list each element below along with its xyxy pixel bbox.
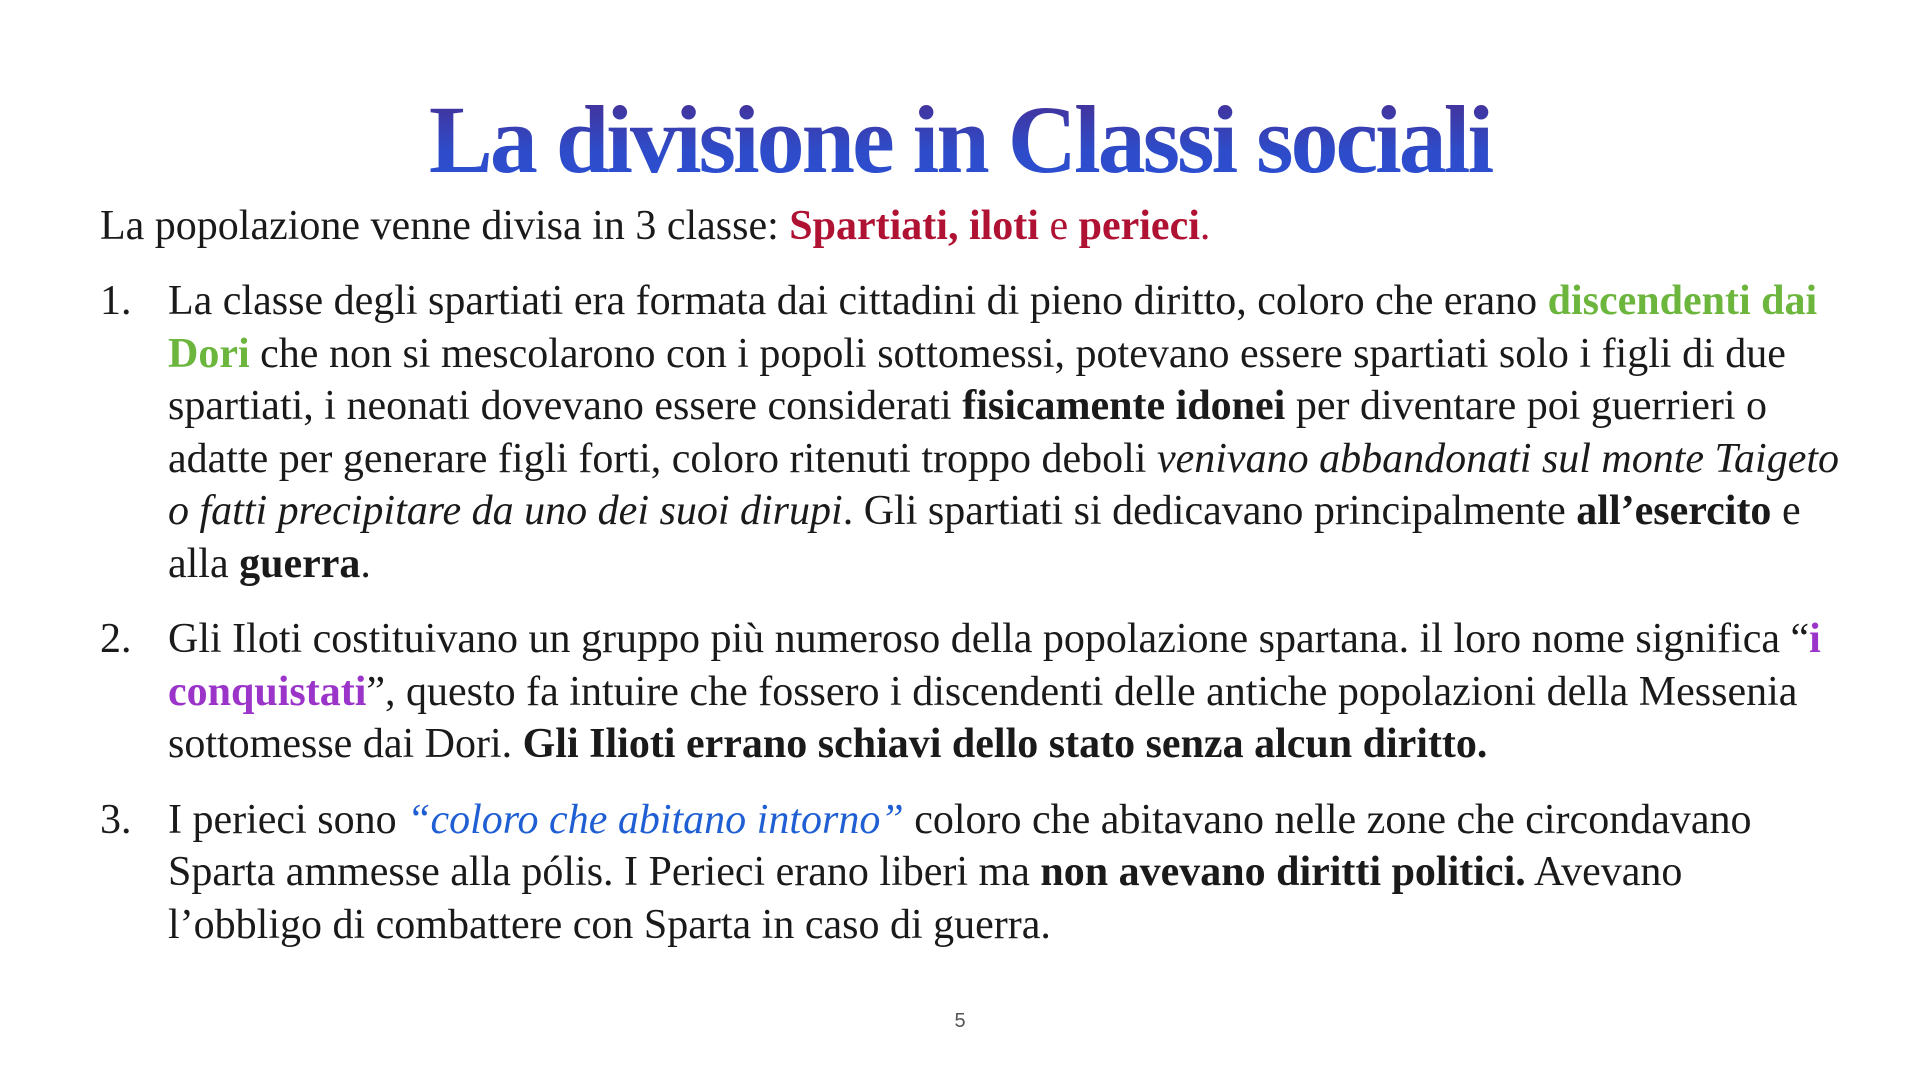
highlight-conquistati: i conquistati: [168, 616, 1821, 715]
page-number: 5: [954, 1010, 966, 1032]
list-item-iloti: [100, 613, 1840, 771]
item-text: La classe degli spartiati era formata dai cittadini di pieno diritto, coloro che erano: [168, 278, 1548, 324]
item-text: Gli Iloti costituivano un gruppo più numeroso della popolazione spartana. il loro nome significa “: [168, 616, 1810, 662]
highlight-guerra: guerra: [239, 540, 361, 587]
item-text: ”, questo fa intuire che fossero i discendenti delle antiche popolazioni della Messenia sottomesse dai Dori.: [168, 668, 1798, 767]
highlight-discendenti: discendenti dai Dori: [168, 278, 1818, 377]
list-item-spartiati: [100, 275, 1840, 590]
item-text: che non si mescolarono con i popoli sottomessi, potevano essere spartiati solo i figli di due spartiati, i neonati dovevano essere considerati: [168, 330, 1786, 429]
list-number: 2.: [100, 616, 132, 662]
item-text: .: [360, 540, 371, 587]
classes-list: [100, 275, 1840, 951]
highlight-fisicamente-idonei: fisicamente idonei: [962, 383, 1286, 429]
item-text: Avevano l’obbligo di combattere con Sparta in caso di guerra.: [168, 849, 1683, 948]
intro-period: .: [1199, 203, 1211, 249]
item-text: I perieci sono: [168, 796, 408, 843]
intro-conjunction: e: [1038, 203, 1079, 249]
item-text: per diventare poi guerrieri o adatte per generare figli forti, coloro ritenuti troppo deboli: [168, 383, 1767, 482]
list-number: 1.: [100, 278, 132, 324]
intro-comma: ,: [947, 203, 969, 249]
italic-abbandonati: venivano abbandonati sul monte Taigeto o fatti precipitare da uno dei suoi dirupi: [168, 435, 1840, 534]
highlight-schiavi: Gli Ilioti errano schiavi dello stato senza alcun diritto.: [522, 721, 1488, 767]
highlight-abitano-intorno: “coloro che abitano intorno”: [407, 796, 904, 843]
list-item-perieci: [100, 794, 1840, 952]
item-text: . Gli spartiati si dedicavano principalmente: [842, 488, 1577, 534]
item-text: coloro che abitavano nelle zone che circondavano Sparta ammesse alla pólis. I Perieci erano liberi ma: [168, 796, 1752, 895]
class-iloti: iloti: [968, 203, 1039, 249]
class-perieci: perieci: [1078, 203, 1200, 249]
highlight-esercito: all’esercito: [1576, 488, 1772, 534]
intro-text: La popolazione venne divisa in 3 classe:: [100, 203, 790, 249]
item-text: e alla: [168, 488, 1801, 587]
slide-title: La divisione in Classi sociali: [0, 85, 1920, 195]
highlight-diritti-politici: non avevano diritti politici.: [1040, 849, 1526, 895]
class-spartiati: Spartiati: [789, 203, 948, 249]
list-number: 3.: [100, 796, 132, 843]
intro-paragraph: [100, 200, 1820, 252]
